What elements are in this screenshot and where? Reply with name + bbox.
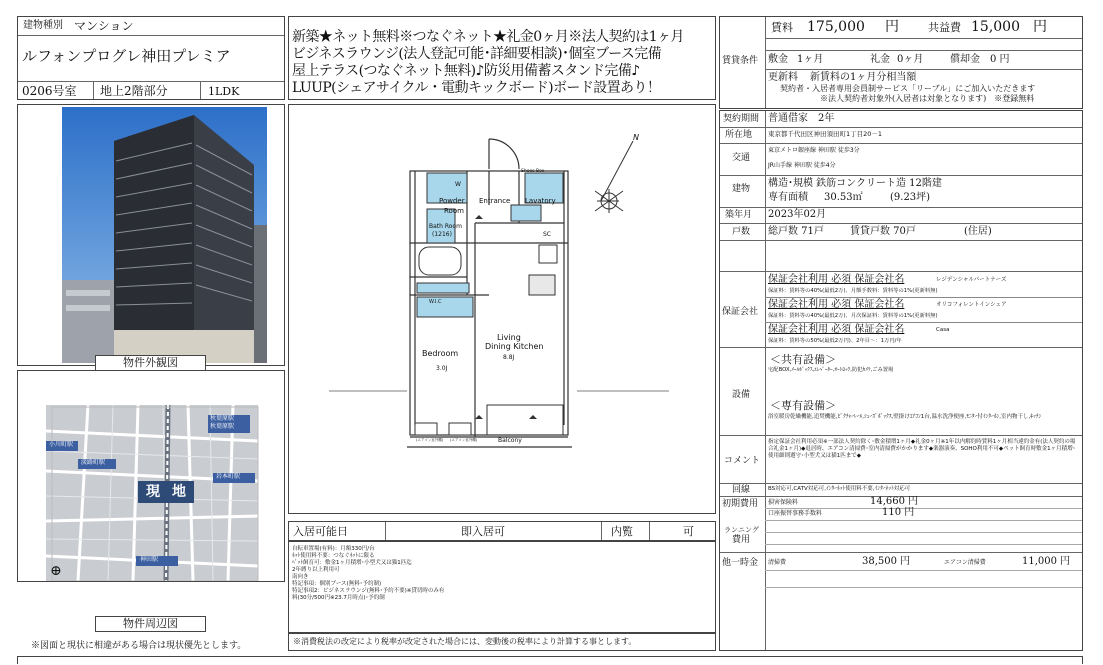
map-caption: 物件周辺図 (95, 616, 206, 632)
room-number: 0206号室 (22, 84, 77, 98)
comment-label: コメント (724, 456, 761, 466)
living-label: Living (497, 333, 521, 342)
map-box (17, 370, 285, 582)
guarantee-label: 保証会社 (722, 307, 759, 317)
note-line-4: 2年縛り以上利用可 (292, 567, 340, 573)
details-table (719, 110, 1083, 651)
transport-line-1: 東京メトロ銀座線 神田駅 徒歩3分 (768, 147, 860, 154)
map-label-current-2: 地 (172, 484, 186, 500)
initial-cost-value-2: 110 円 (882, 507, 915, 518)
contract-label: 契約期間 (723, 114, 760, 124)
area-label: 専有面積 (768, 192, 808, 203)
bedroom-label: Bedroom (422, 349, 459, 358)
building-label: 建物 (732, 184, 751, 194)
running-cost-label-2: 費用 (732, 535, 751, 545)
note-line-8: 料(30分/500円※23.7月時点)･予約制 (292, 595, 385, 601)
transport-line-2: JR山手線 神田駅 徒歩4分 (768, 162, 836, 169)
onetime-item-2-name: エアコン清掃費 (944, 559, 986, 566)
onetime-label: 他一時金 (722, 558, 759, 568)
facilities-label: 設備 (732, 390, 751, 400)
guarantee-3-company: Casa (936, 327, 950, 333)
movein-row (288, 521, 716, 541)
initial-cost-label: 初期費用 (722, 499, 759, 509)
north-arrow-icon: N (633, 133, 639, 142)
building-structure: 構造･規模 鉄筋コンクリート造 12階建 (768, 178, 942, 189)
built-value: 2023年02月 (768, 209, 827, 220)
address-label: 所在地 (725, 130, 753, 140)
service-note-1: 契約者・入居者専用会員制サービス「リーブル」にご加入いただきます (780, 84, 1036, 93)
headline-line-3: 屋上テラス(つなぐネット無料)♪防災用備蓄スタンド完備♪ (292, 63, 640, 79)
area-value: 30.53㎡ (824, 192, 863, 203)
private-facilities-title: ＜専有設備＞ (770, 399, 836, 412)
onetime-item-1-value: 38,500 円 (862, 556, 911, 567)
guarantee-1-company: レジデンシャルパートナーズ (936, 277, 1007, 283)
floorplan-box (288, 104, 716, 514)
units-rent: 賃貸戸数 70戸 (850, 226, 916, 237)
rent-conditions-box (719, 16, 1083, 109)
units-total: 総戸数 71戸 (768, 226, 824, 237)
building-type-label: 建物種別 (23, 20, 63, 31)
current-condition-note: ※図面と現状に相違がある場合は現状優先とします。 (31, 641, 247, 651)
note-line-7: 特記事項2：ビジネスラウンジ(無料･予約不要)※貸切時のみ有 (292, 588, 445, 594)
storage-label: SC (543, 231, 551, 238)
tax-note-box (288, 633, 716, 651)
ac-unit-label-1: (エアコン室外機) (416, 438, 444, 442)
initial-cost-value-1: 14,660 円 (870, 496, 919, 507)
map-label-iwamotocho: 岩本町駅 (216, 473, 241, 480)
notes-box (288, 541, 716, 633)
guarantee-2-sub: 保証料：賃料等の40%(最低2万)、月次保証料：賃料等の1%(更新料無) (768, 313, 938, 319)
guarantee-2-main: 保証会社利用 必須 保証会社名 (768, 299, 905, 310)
rent-label: 賃料 (771, 21, 793, 34)
note-line-6: 特記事項：個別ブース(無料･予約制) (292, 581, 382, 587)
shoe-box-label: Shoes Box (521, 169, 545, 174)
balcony-label: Balcony (498, 437, 522, 444)
building-exterior-image (18, 105, 284, 365)
bedroom-size-label: 3.0J (436, 365, 448, 372)
dining-kitchen-label: Dining Kitchen (485, 342, 544, 351)
shared-facilities-title: ＜共有設備＞ (770, 353, 836, 366)
bathroom-size-label: (1216) (432, 231, 452, 238)
movein-value: 即入居可 (461, 525, 505, 538)
floor-info: 地上2階部分 (100, 84, 168, 98)
map-label-kanda: 神田駅 (140, 556, 159, 563)
rent-conditions-label: 賃貸条件 (722, 56, 759, 66)
common-fee-value: 15,000 (971, 19, 1020, 35)
powder-room-label: Powder (439, 197, 465, 205)
washing-machine-label: W (455, 181, 461, 188)
property-info-box (17, 16, 285, 100)
map-label-awajicho: 淡路町駅 (81, 459, 106, 466)
line-value: BS対応可,CATV対応可,ｲﾝﾀｰﾈｯﾄ使用料不要,ｲﾝﾀｰﾈｯﾄ対応可 (768, 486, 911, 492)
living-size-label: 8.8J (503, 354, 515, 361)
exterior-photo-box (17, 104, 285, 366)
address-value: 東京都千代田区神田須田町1丁目20－1 (768, 130, 883, 138)
amortization-label: 償却金 (950, 54, 980, 65)
guarantee-2-company: オリコフォレントインシュア (936, 302, 1007, 308)
note-line-5: 南向き (292, 574, 309, 580)
contract-value: 普通借家 2年 (768, 113, 835, 124)
map-label-akihabara-1: 秋葉原駅 (210, 415, 235, 422)
guarantee-3-main: 保証会社利用 必須 保証会社名 (768, 324, 905, 335)
rent-value: 175,000 (807, 19, 865, 35)
powder-room-label-2: Room (444, 207, 464, 215)
service-note-2: ※法人契約者対象外(入居者は対象となります) ※登録無料 (820, 94, 1035, 103)
map-label-ogawamachi: 小川町駅 (49, 441, 74, 448)
rent-yen: 円 (885, 19, 899, 35)
note-line-3: ﾍﾟｯﾄ飼育可：敷金1ヶ月積増･小型犬又は猫1匹迄 (292, 560, 412, 566)
headline-line-4: LUUP(シェアサイクル・電動キックボード)ボード設置あり！ (292, 80, 661, 96)
deposit-value: 1ヶ月 (797, 54, 824, 65)
property-name: ルフォンプログレ神田プレミア (22, 47, 231, 65)
floorplan-drawing (289, 105, 715, 513)
initial-cost-item-1: 損害保険料 (768, 499, 799, 506)
movein-label: 入居可能日 (293, 525, 348, 538)
common-fee-label: 共益費 (928, 21, 961, 34)
built-label: 築年月 (725, 210, 753, 220)
viewing-label: 内覧 (611, 525, 633, 538)
page-bottom-border (17, 656, 1083, 664)
building-type-value: マンション (74, 19, 134, 33)
area-map-image (18, 371, 284, 581)
comment-body: 指定保証会社利用必須※一部法人契約除く･敷金積増1ヶ月◆礼金0ヶ月※1年以内解約時賃料1ヶ月相当違約金有(法人契約の場合礼金1ヶ月)◆退居時、エアコン清掃費･室内清掃費がかかります◆楽器演奏、SOHO利用不可◆ペット飼育時敷金1ヶ月積増･使用細則遵守･小型犬又は猫1匹まで◆ (768, 439, 1076, 460)
initial-cost-item-2: 口座振替事務手数料 (768, 510, 823, 517)
area-tsubo: (9.23坪) (890, 192, 931, 203)
wic-label: W.I.C (429, 299, 442, 305)
exterior-caption: 物件外観図 (95, 355, 206, 371)
layout-type: 1LDK (208, 85, 240, 98)
private-facilities-body: 浴室暖房乾燥機能,追焚機能,ﾋﾟｸﾁｬｰﾚｰﾙ,ｼｭｰｽﾞﾎﾞｯｸｽ,壁掛けｴｱｺﾝ1台,温水洗浄便座,ﾓﾆﾀｰ付ｲﾝﾀｰﾎﾝ,室内物干し,ｷｯﾁﾝ (768, 414, 1042, 420)
shared-facilities-body: 宅配BOX,ﾒｰﾙﾎﾞｯｸｽ,ｴﾚﾍﾞｰﾀｰ,ｵｰﾄﾛｯｸ,防犯ｶﾒﾗ,ごみ置場 (768, 367, 894, 373)
common-fee-yen: 円 (1033, 19, 1047, 35)
map-compass-icon: ⊕ (50, 563, 62, 579)
entrance-label: Entrance (479, 197, 511, 205)
headline-line-1: 新築★ネット無料※つなぐネット★礼金0ヶ月※法人契約は1ヶ月 (292, 29, 684, 45)
map-label-akihabara-2: 秋葉原駅 (210, 423, 235, 430)
map-label-current-1: 現 (146, 484, 160, 500)
renewal-fee-label: 更新料 (768, 72, 798, 83)
deposit-label: 敷金 (768, 54, 788, 65)
onetime-item-1-name: 清掃費 (768, 559, 787, 566)
ac-unit-label-2: (エアコン室外機) (450, 438, 478, 442)
line-label: 回線 (732, 485, 751, 495)
transport-label: 交通 (732, 153, 751, 163)
key-money-label: 礼金 (870, 54, 890, 65)
onetime-item-2-value: 11,000 円 (1022, 556, 1071, 567)
tax-note: ※消費税法の改定により税率が改定された場合には、変動後の税率により計算する事とします。 (293, 637, 637, 646)
renewal-fee-value: 新賃料の1ヶ月分相当額 (810, 72, 917, 83)
note-line-1: 自転車置場(有料)：月額330円/台 (292, 546, 375, 552)
guarantee-3-sub: 保証料：賃料等の50%(最低2万円)、2年目～：1万円/年 (768, 338, 902, 344)
amortization-value: 0 円 (990, 54, 1010, 65)
note-line-2: ﾈｯﾄ使用料不要：つなぐﾈｯﾄに限る (292, 553, 375, 559)
headline-line-2: ビジネスラウンジ(法人登記可能･詳細要相談)･個室ブース完備 (292, 46, 662, 62)
running-cost-label-1: ランニング (724, 526, 759, 534)
units-label: 戸数 (732, 227, 751, 237)
key-money-value: 0ヶ月 (897, 54, 924, 65)
headline-box (288, 16, 716, 100)
units-note: (住居) (964, 226, 992, 237)
viewing-value: 可 (683, 525, 694, 538)
guarantee-1-main: 保証会社利用 必須 保証会社名 (768, 274, 905, 285)
lavatory-label: Lavatory (525, 197, 556, 205)
bathroom-label: Bath Room (429, 223, 462, 230)
guarantee-1-sub: 保証料：賃料等の40%(最低2万)、月額手数料：賃料等の1%(更新料無) (768, 288, 938, 294)
